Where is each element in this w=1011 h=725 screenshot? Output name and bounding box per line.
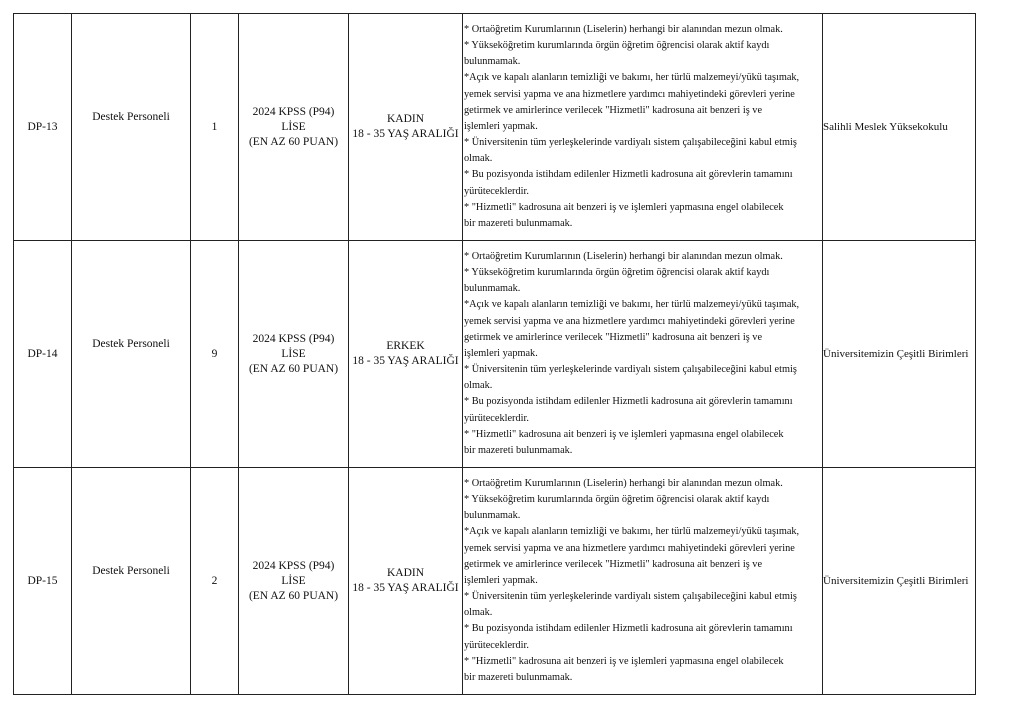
unit-name: Üniversitemizin Çeşitli Birimleri xyxy=(823,348,969,360)
requirement-line: yürüteceklerdir. xyxy=(464,639,529,651)
position-count: 2 xyxy=(211,575,218,587)
requirement-line: * "Hizmetli" kadrosuna ait benzeri iş ve işlemleri yapmasına engel olabilecek xyxy=(464,201,784,213)
job-positions-table xyxy=(13,13,976,695)
education-level: LİSE xyxy=(281,347,306,360)
requirement-line: *Açık ve kapalı alanların temizliği ve bakımı, her türlü malzemeyi/yükü taşımak, xyxy=(464,72,800,84)
requirement-line: * Yükseköğretim kurumlarında örgün öğretim öğrencisi olarak aktif kaydı xyxy=(464,493,770,505)
requirement-line: bulunmamak. xyxy=(464,56,521,68)
requirement-line: yürüteceklerdir. xyxy=(464,185,529,197)
table-row xyxy=(14,241,976,468)
education-level: LİSE xyxy=(281,120,306,133)
requirement-line: getirmek ve amirlerince verilecek "Hizmetli" kadrosuna ait benzeri iş ve xyxy=(464,558,763,570)
requirement-line: yemek servisi yapma ve ana hizmetlere yardımcı mahiyetindeki görevleri yerine xyxy=(464,315,795,327)
requirement-line: getirmek ve amirlerince verilecek "Hizmetli" kadrosuna ait benzeri iş ve xyxy=(464,104,763,116)
requirement-line: * "Hizmetli" kadrosuna ait benzeri iş ve işlemleri yapmasına engel olabilecek xyxy=(464,655,784,667)
requirement-line: *Açık ve kapalı alanların temizliği ve bakımı, her türlü malzemeyi/yükü taşımak, xyxy=(464,526,800,538)
requirements-cell xyxy=(463,14,823,241)
requirement-line: işlemleri yapmak. xyxy=(464,347,538,359)
age-range: 18 - 35 YAŞ ARALIĞI xyxy=(352,582,459,594)
requirement-line: olmak. xyxy=(464,153,493,165)
gender-age-cell xyxy=(349,241,463,468)
kpss-requirement-cell xyxy=(239,241,349,468)
minimum-score: (EN AZ 60 PUAN) xyxy=(248,135,339,148)
position-code: DP-14 xyxy=(27,348,58,360)
kpss-requirement-cell xyxy=(239,468,349,695)
kpss-exam: 2024 KPSS (P94) xyxy=(252,105,335,118)
position-title-cell xyxy=(72,468,191,695)
gender-age-cell xyxy=(349,14,463,241)
unit-name: Salihli Meslek Yüksekokulu xyxy=(823,121,948,133)
requirement-line: * Üniversitenin tüm yerleşkelerinde vardiyalı sistem çalışabileceğini kabul etmiş xyxy=(464,591,797,603)
requirement-line: * Bu pozisyonda istihdam edilenler Hizmetli kadrosuna ait görevlerin tamamını xyxy=(464,396,793,408)
position-count-cell xyxy=(191,468,239,695)
requirements-list xyxy=(463,476,822,686)
requirement-line: olmak. xyxy=(464,380,493,392)
gender: ERKEK xyxy=(386,340,425,352)
unit-cell xyxy=(823,241,976,468)
unit-cell xyxy=(823,14,976,241)
requirement-line: * Bu pozisyonda istihdam edilenler Hizmetli kadrosuna ait görevlerin tamamını xyxy=(464,169,793,181)
gender: KADIN xyxy=(386,113,425,125)
kpss-requirement-cell xyxy=(239,14,349,241)
requirement-line: * Üniversitenin tüm yerleşkelerinde vardiyalı sistem çalışabileceğini kabul etmiş xyxy=(464,137,797,149)
position-count: 1 xyxy=(211,121,218,133)
age-range: 18 - 35 YAŞ ARALIĞI xyxy=(352,128,459,140)
gender-age-cell xyxy=(349,468,463,695)
position-code-cell xyxy=(14,14,72,241)
table-row xyxy=(14,14,976,241)
position-count: 9 xyxy=(211,348,218,360)
requirement-line: * Bu pozisyonda istihdam edilenler Hizmetli kadrosuna ait görevlerin tamamını xyxy=(464,623,793,635)
position-code-cell xyxy=(14,241,72,468)
requirement-line: * Üniversitenin tüm yerleşkelerinde vardiyalı sistem çalışabileceğini kabul etmiş xyxy=(464,364,797,376)
position-title: Destek Personeli xyxy=(92,338,170,350)
requirement-line: bir mazereti bulunmamak. xyxy=(464,218,573,230)
age-range: 18 - 35 YAŞ ARALIĞI xyxy=(352,355,459,367)
requirement-line: * Ortaöğretim Kurumlarının (Liselerin) herhangi bir alanından mezun olmak. xyxy=(464,477,783,489)
position-code-cell xyxy=(14,468,72,695)
table-row xyxy=(14,468,976,695)
unit-cell xyxy=(823,468,976,695)
requirements-list xyxy=(463,22,822,232)
unit-name: Üniversitemizin Çeşitli Birimleri xyxy=(823,575,969,587)
education-level: LİSE xyxy=(281,574,306,587)
requirement-line: işlemleri yapmak. xyxy=(464,120,538,132)
requirement-line: bulunmamak. xyxy=(464,283,521,295)
requirement-line: * Yükseköğretim kurumlarında örgün öğretim öğrencisi olarak aktif kaydı xyxy=(464,266,770,278)
kpss-exam: 2024 KPSS (P94) xyxy=(252,559,335,572)
requirement-line: *Açık ve kapalı alanların temizliği ve bakımı, her türlü malzemeyi/yükü taşımak, xyxy=(464,299,800,311)
requirement-line: bir mazereti bulunmamak. xyxy=(464,672,573,684)
requirements-list xyxy=(463,249,822,459)
gender: KADIN xyxy=(386,567,425,579)
requirements-cell xyxy=(463,241,823,468)
requirement-line: yürüteceklerdir. xyxy=(464,412,529,424)
position-title-cell xyxy=(72,241,191,468)
position-count-cell xyxy=(191,241,239,468)
requirement-line: getirmek ve amirlerince verilecek "Hizmetli" kadrosuna ait benzeri iş ve xyxy=(464,331,763,343)
position-title: Destek Personeli xyxy=(92,111,170,123)
requirement-line: yemek servisi yapma ve ana hizmetlere yardımcı mahiyetindeki görevleri yerine xyxy=(464,88,795,100)
requirement-line: * Ortaöğretim Kurumlarının (Liselerin) herhangi bir alanından mezun olmak. xyxy=(464,250,783,262)
kpss-exam: 2024 KPSS (P94) xyxy=(252,332,335,345)
requirement-line: olmak. xyxy=(464,607,493,619)
position-title: Destek Personeli xyxy=(92,565,170,577)
requirement-line: * Ortaöğretim Kurumlarının (Liselerin) herhangi bir alanından mezun olmak. xyxy=(464,23,783,35)
requirements-cell xyxy=(463,468,823,695)
table-body xyxy=(14,14,976,695)
minimum-score: (EN AZ 60 PUAN) xyxy=(248,362,339,375)
requirement-line: * Yükseköğretim kurumlarında örgün öğretim öğrencisi olarak aktif kaydı xyxy=(464,39,770,51)
position-count-cell xyxy=(191,14,239,241)
position-title-cell xyxy=(72,14,191,241)
requirement-line: işlemleri yapmak. xyxy=(464,574,538,586)
minimum-score: (EN AZ 60 PUAN) xyxy=(248,589,339,602)
position-code: DP-15 xyxy=(27,575,58,587)
requirement-line: bir mazereti bulunmamak. xyxy=(464,445,573,457)
requirement-line: * "Hizmetli" kadrosuna ait benzeri iş ve işlemleri yapmasına engel olabilecek xyxy=(464,428,784,440)
position-code: DP-13 xyxy=(27,121,58,133)
requirement-line: bulunmamak. xyxy=(464,510,521,522)
requirement-line: yemek servisi yapma ve ana hizmetlere yardımcı mahiyetindeki görevleri yerine xyxy=(464,542,795,554)
